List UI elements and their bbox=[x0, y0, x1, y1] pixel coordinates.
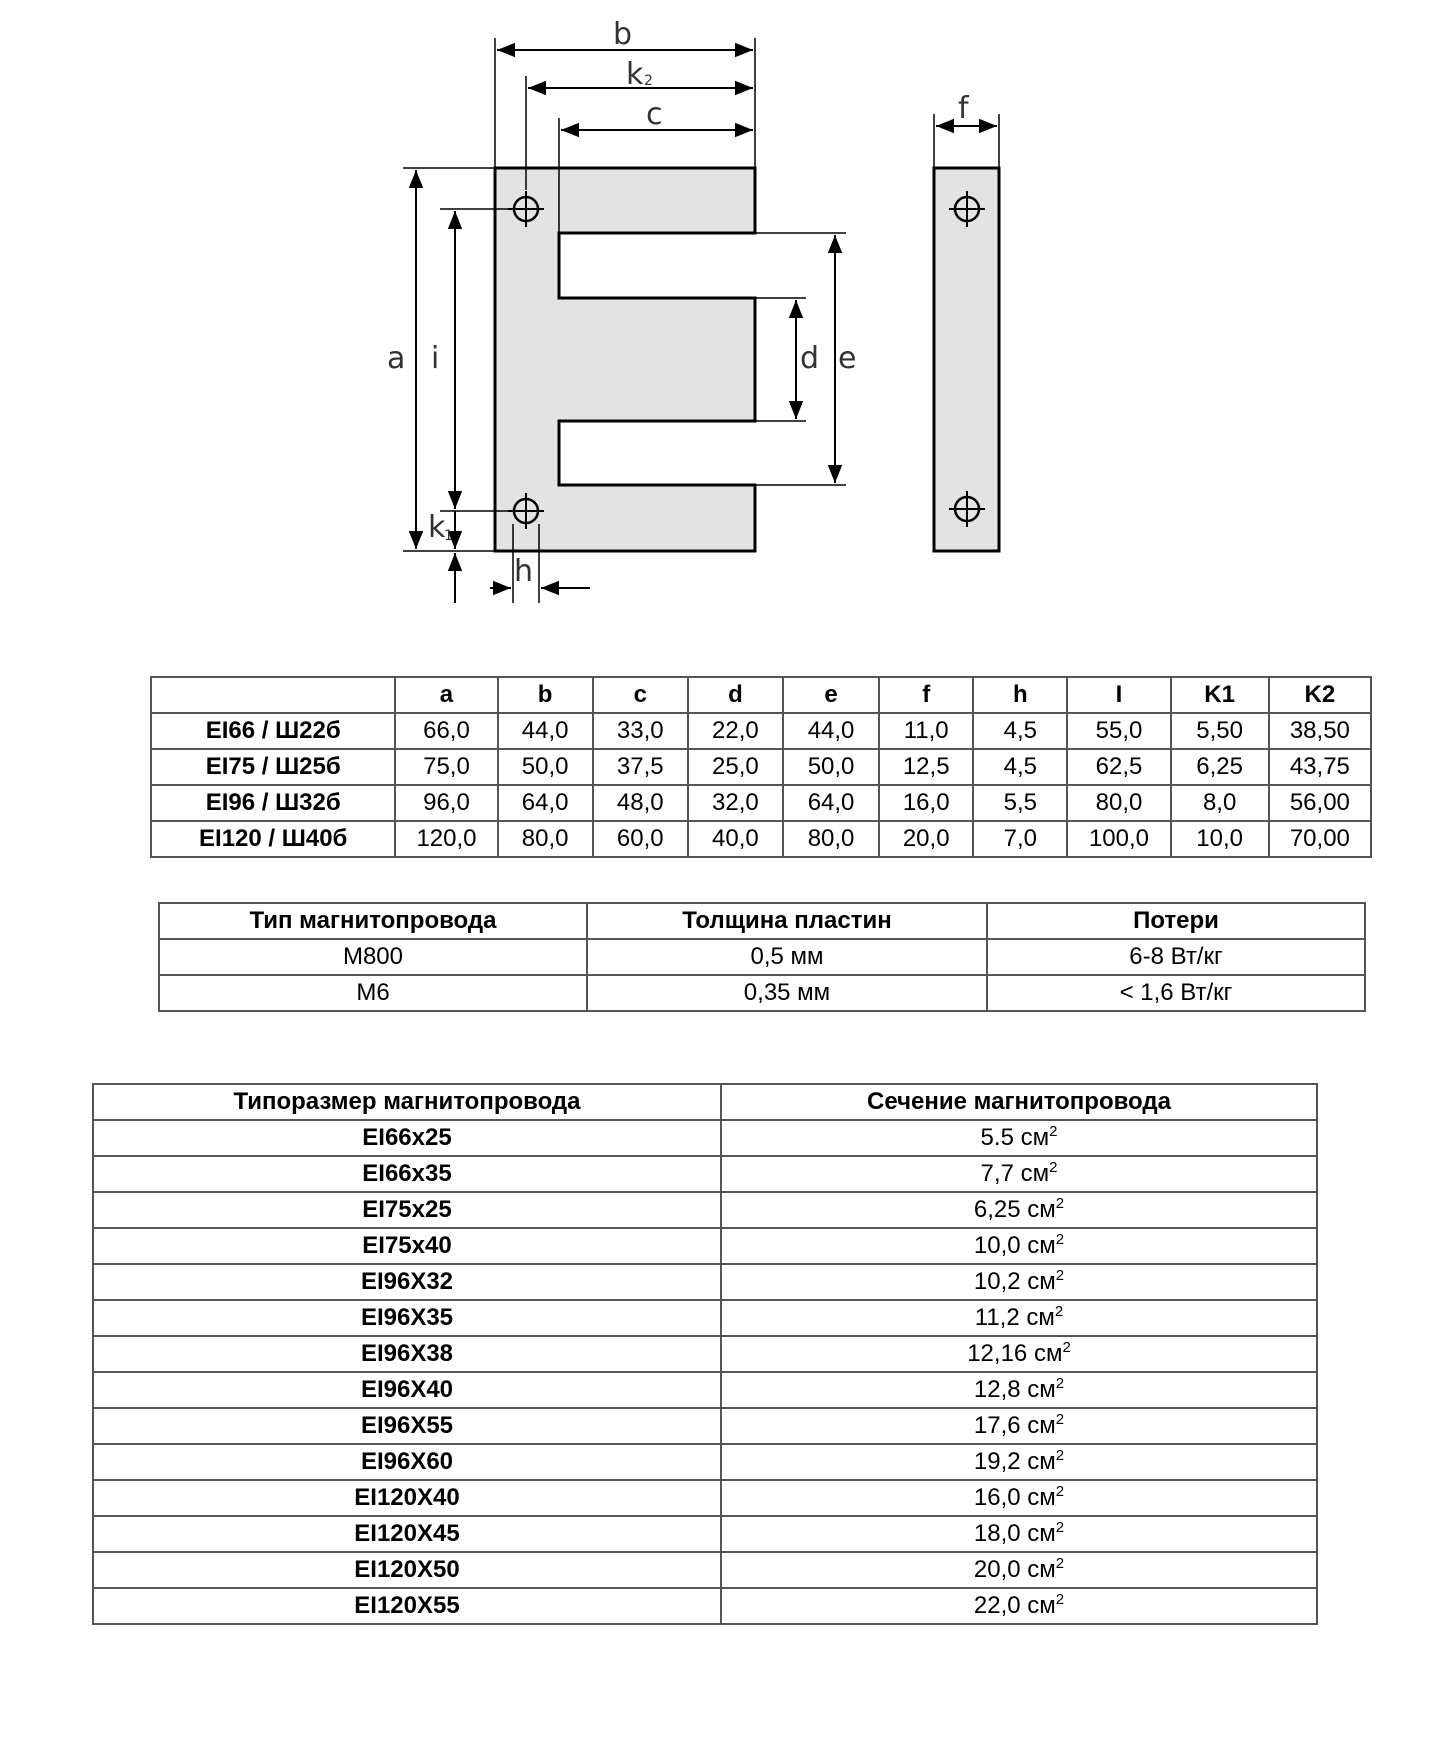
cross-section-cell bbox=[721, 1516, 1317, 1552]
table-row bbox=[93, 1588, 1317, 1624]
cross-section-unit-power: 2 bbox=[1055, 1267, 1065, 1284]
cross-section-value: 12,8 bbox=[973, 1376, 1021, 1403]
cross-header-section: Сечение магнитопровода bbox=[721, 1084, 1317, 1120]
table-row bbox=[151, 821, 1371, 857]
cross-section-unit: см bbox=[1027, 1268, 1056, 1295]
cross-section-value: 16,0 bbox=[973, 1484, 1021, 1511]
cross-section-unit-power: 2 bbox=[1049, 1123, 1058, 1140]
table-row bbox=[151, 785, 1371, 821]
table-cell: 50,0 bbox=[783, 749, 879, 785]
table-cell: М800 bbox=[159, 939, 587, 975]
cross-section-unit: см bbox=[1027, 1520, 1056, 1547]
table-cell: М6 bbox=[159, 975, 587, 1011]
table-cell: 25,0 bbox=[688, 749, 783, 785]
table-cell: 56,00 bbox=[1269, 785, 1371, 821]
table-row bbox=[93, 1156, 1317, 1192]
table-cell: 48,0 bbox=[593, 785, 688, 821]
cross-section-cell bbox=[721, 1408, 1317, 1444]
table-cell: 4,5 bbox=[973, 713, 1067, 749]
table-cell: 37,5 bbox=[593, 749, 688, 785]
cross-section-unit-power: 2 bbox=[1055, 1555, 1065, 1572]
core-size-cell: EI96X35 bbox=[93, 1300, 721, 1336]
dim-label-i: i bbox=[431, 341, 440, 376]
table-cell: 75,0 bbox=[395, 749, 497, 785]
dim-label-b: b bbox=[613, 17, 633, 52]
core-size-cell: EI96X38 bbox=[93, 1336, 721, 1372]
table-cell: 55,0 bbox=[1067, 713, 1170, 749]
cross-section-cell bbox=[721, 1372, 1317, 1408]
table-row bbox=[93, 1120, 1317, 1156]
table-row bbox=[151, 749, 1371, 785]
core-size-cell: EI66x25 bbox=[93, 1120, 721, 1156]
table-row bbox=[151, 713, 1371, 749]
dim-header-k1: K1 bbox=[1171, 677, 1269, 713]
cross-section-value: 10,2 bbox=[973, 1268, 1021, 1295]
table-cell: 44,0 bbox=[783, 713, 879, 749]
core-size-cell: EI96X40 bbox=[93, 1372, 721, 1408]
cross-section-cell bbox=[721, 1336, 1317, 1372]
table-cell: 16,0 bbox=[879, 785, 973, 821]
table-cell: 4,5 bbox=[973, 749, 1067, 785]
dim-header-model bbox=[151, 677, 395, 713]
core-size-cell: EI120X40 bbox=[93, 1480, 721, 1516]
table-cell: EI75 / Ш25б bbox=[151, 749, 395, 785]
dim-label-d: d bbox=[800, 341, 820, 376]
table-row bbox=[93, 1480, 1317, 1516]
table-cell: 5,50 bbox=[1171, 713, 1269, 749]
table-cell: 66,0 bbox=[395, 713, 497, 749]
table-cell: 0,5 мм bbox=[587, 939, 987, 975]
table-row bbox=[93, 1444, 1317, 1480]
table-cell: 62,5 bbox=[1067, 749, 1170, 785]
dim-header-k2: K2 bbox=[1269, 677, 1371, 713]
table-cell: 80,0 bbox=[783, 821, 879, 857]
table-cell: 32,0 bbox=[688, 785, 783, 821]
table-row bbox=[93, 1336, 1317, 1372]
cross-section-cell bbox=[721, 1480, 1317, 1516]
e-plate-shape bbox=[495, 168, 755, 551]
dim-label-h: h bbox=[514, 554, 534, 589]
cross-section-unit: см bbox=[1027, 1376, 1056, 1403]
dim-label-c: c bbox=[646, 97, 663, 132]
cross-section-table bbox=[92, 1083, 1318, 1625]
cross-section-value: 18,0 bbox=[973, 1520, 1021, 1547]
table-cell: EI120 / Ш40б bbox=[151, 821, 395, 857]
dim-label-a: a bbox=[387, 341, 406, 376]
cross-section-cell bbox=[721, 1552, 1317, 1588]
table-row bbox=[159, 939, 1365, 975]
cross-section-unit-power: 2 bbox=[1062, 1339, 1071, 1356]
cross-section-unit: см bbox=[1027, 1448, 1056, 1475]
table-cell: 50,0 bbox=[498, 749, 593, 785]
table-cell: 43,75 bbox=[1269, 749, 1371, 785]
cross-section-table-body bbox=[93, 1120, 1317, 1624]
cross-section-unit: см bbox=[1027, 1412, 1056, 1439]
cross-section-unit: см bbox=[1027, 1556, 1056, 1583]
dim-label-k1-subscript: 1 bbox=[444, 528, 453, 544]
cross-section-unit: см bbox=[1027, 1196, 1056, 1223]
cross-section-cell bbox=[721, 1444, 1317, 1480]
cross-section-unit: см bbox=[1033, 1340, 1063, 1367]
dim-label-k2-subscript: 2 bbox=[644, 73, 653, 89]
table-row bbox=[93, 1408, 1317, 1444]
cross-section-value: 20,0 bbox=[973, 1556, 1021, 1583]
table-cell: 22,0 bbox=[688, 713, 783, 749]
table-row bbox=[93, 1552, 1317, 1588]
cross-section-value: 6,25 bbox=[973, 1196, 1021, 1223]
cross-header-size: Типоразмер магнитопровода bbox=[93, 1084, 721, 1120]
table-row bbox=[93, 1264, 1317, 1300]
dimensions-table-header bbox=[151, 677, 1371, 713]
cross-section-unit-power: 2 bbox=[1054, 1303, 1064, 1320]
dim-label-e: e bbox=[838, 341, 857, 376]
table-cell: 44,0 bbox=[498, 713, 593, 749]
table-cell: 80,0 bbox=[1067, 785, 1170, 821]
cross-section-unit-power: 2 bbox=[1049, 1159, 1058, 1176]
cross-section-unit-power: 2 bbox=[1055, 1483, 1065, 1500]
materials-header-type: Тип магнитопровода bbox=[159, 903, 587, 939]
table-cell: 120,0 bbox=[395, 821, 497, 857]
table-cell: < 1,6 Вт/кг bbox=[987, 975, 1365, 1011]
cross-section-cell bbox=[721, 1264, 1317, 1300]
cross-section-value: 22,0 bbox=[973, 1592, 1021, 1619]
table-cell: 10,0 bbox=[1171, 821, 1269, 857]
cross-section-value: 17,6 bbox=[973, 1412, 1021, 1439]
cross-section-cell bbox=[721, 1192, 1317, 1228]
materials-header-thickness: Толщина пластин bbox=[587, 903, 987, 939]
cross-section-unit: см bbox=[1027, 1232, 1056, 1259]
dim-header-b: b bbox=[498, 677, 593, 713]
dim-header-e: e bbox=[783, 677, 879, 713]
table-row bbox=[93, 1300, 1317, 1336]
table-cell: 96,0 bbox=[395, 785, 497, 821]
core-size-cell: EI96X55 bbox=[93, 1408, 721, 1444]
core-size-cell: EI120X50 bbox=[93, 1552, 721, 1588]
cross-section-unit: см bbox=[1026, 1304, 1055, 1331]
core-size-cell: EI120X55 bbox=[93, 1588, 721, 1624]
core-size-cell: EI75x25 bbox=[93, 1192, 721, 1228]
cross-section-unit: см bbox=[1020, 1124, 1050, 1151]
table-row bbox=[93, 1228, 1317, 1264]
cross-section-cell bbox=[721, 1156, 1317, 1192]
table-cell: 6-8 Вт/кг bbox=[987, 939, 1365, 975]
cross-section-value: 19,2 bbox=[973, 1448, 1021, 1475]
table-cell: 38,50 bbox=[1269, 713, 1371, 749]
table-cell: 8,0 bbox=[1171, 785, 1269, 821]
cross-section-unit: см bbox=[1027, 1484, 1056, 1511]
cross-section-unit: см bbox=[1027, 1592, 1056, 1619]
dim-header-c: c bbox=[593, 677, 688, 713]
cross-section-cell bbox=[721, 1228, 1317, 1264]
table-row bbox=[93, 1192, 1317, 1228]
table-cell: 20,0 bbox=[879, 821, 973, 857]
table-cell: 100,0 bbox=[1067, 821, 1170, 857]
core-size-cell: EI66x35 bbox=[93, 1156, 721, 1192]
cross-section-unit-power: 2 bbox=[1055, 1519, 1065, 1536]
dim-header-f: f bbox=[879, 677, 973, 713]
table-cell: 70,00 bbox=[1269, 821, 1371, 857]
dim-label-k2: k bbox=[626, 57, 644, 92]
dim-header-a: a bbox=[395, 677, 497, 713]
cross-section-unit-power: 2 bbox=[1055, 1411, 1065, 1428]
core-size-cell: EI96X32 bbox=[93, 1264, 721, 1300]
dim-label-k1: k bbox=[428, 510, 446, 545]
table-row bbox=[93, 1516, 1317, 1552]
cross-section-value: 11,2 bbox=[974, 1304, 1020, 1331]
table-cell: EI66 / Ш22б bbox=[151, 713, 395, 749]
core-size-cell: EI96X60 bbox=[93, 1444, 721, 1480]
materials-table bbox=[158, 902, 1366, 1012]
dim-header-l: I bbox=[1067, 677, 1170, 713]
cross-section-cell bbox=[721, 1588, 1317, 1624]
table-cell: 12,5 bbox=[879, 749, 973, 785]
table-cell: 6,25 bbox=[1171, 749, 1269, 785]
materials-header-losses: Потери bbox=[987, 903, 1365, 939]
table-row bbox=[159, 975, 1365, 1011]
table-cell: 0,35 мм bbox=[587, 975, 987, 1011]
cross-section-cell bbox=[721, 1300, 1317, 1336]
table-cell: 80,0 bbox=[498, 821, 593, 857]
core-size-cell: EI75x40 bbox=[93, 1228, 721, 1264]
dim-header-h: h bbox=[973, 677, 1067, 713]
core-lamination-drawing bbox=[0, 0, 1456, 620]
cross-section-value: 7,7 bbox=[980, 1160, 1014, 1187]
table-cell: 11,0 bbox=[879, 713, 973, 749]
table-cell: 33,0 bbox=[593, 713, 688, 749]
table-cell: 60,0 bbox=[593, 821, 688, 857]
table-cell: 5,5 bbox=[973, 785, 1067, 821]
cross-section-unit-power: 2 bbox=[1055, 1375, 1065, 1392]
table-cell: 40,0 bbox=[688, 821, 783, 857]
cross-section-unit-power: 2 bbox=[1055, 1195, 1065, 1212]
cross-section-value: 12,16 bbox=[967, 1340, 1028, 1367]
cross-section-value: 10,0 bbox=[973, 1232, 1021, 1259]
dimensions-table bbox=[150, 676, 1372, 858]
cross-section-unit-power: 2 bbox=[1055, 1231, 1065, 1248]
cross-section-unit-power: 2 bbox=[1055, 1591, 1065, 1608]
table-cell: 64,0 bbox=[498, 785, 593, 821]
core-size-cell: EI120X45 bbox=[93, 1516, 721, 1552]
table-row bbox=[93, 1372, 1317, 1408]
table-cell: 64,0 bbox=[783, 785, 879, 821]
cross-section-unit: см bbox=[1020, 1160, 1050, 1187]
dim-header-d: d bbox=[688, 677, 783, 713]
cross-section-unit-power: 2 bbox=[1055, 1447, 1065, 1464]
table-cell: 7,0 bbox=[973, 821, 1067, 857]
table-cell: EI96 / Ш32б bbox=[151, 785, 395, 821]
cross-section-cell bbox=[721, 1120, 1317, 1156]
cross-section-value: 5.5 bbox=[980, 1124, 1014, 1151]
dim-label-f: f bbox=[958, 91, 969, 126]
